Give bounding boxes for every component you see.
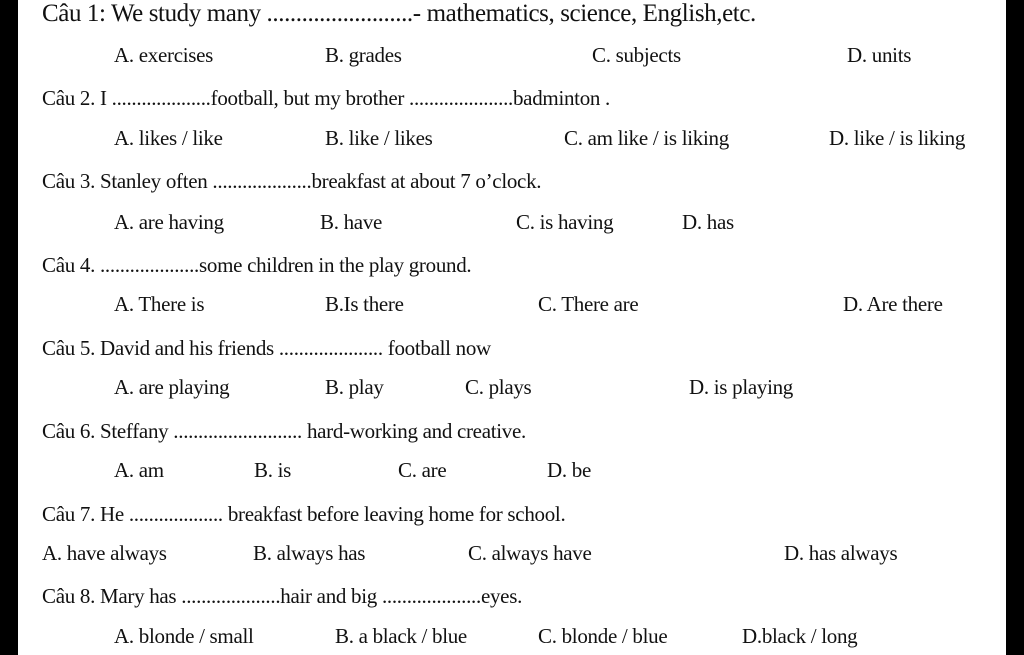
option-b: B. is [254, 458, 292, 482]
stem-text: Câu 6. Steffany [42, 419, 174, 443]
question-2-stem [42, 86, 610, 111]
option-d: D. be [547, 458, 591, 482]
stem-text: Câu 2. I [42, 86, 112, 110]
option-b: B. always has [253, 541, 366, 565]
stem-text: some children in the play ground. [199, 253, 472, 277]
option-d: D. units [847, 43, 912, 67]
blank: .......................... [173, 419, 302, 443]
option-d: D. has [682, 210, 734, 234]
blank: .................... [212, 169, 312, 193]
blank: .................... [381, 584, 481, 608]
question-8-stem [42, 584, 522, 609]
stem-text: Câu 5. David and his friends [42, 336, 279, 360]
stem-text: Câu 8. Mary has [42, 584, 182, 608]
stem-text: Câu 7. He [42, 502, 129, 526]
option-a: A. have always [42, 541, 167, 565]
option-a: A. are having [114, 210, 224, 234]
option-b: B. like / likes [325, 126, 433, 150]
option-b: B. a black / blue [335, 624, 467, 648]
stem-text: Câu 3. Stanley often [42, 169, 213, 193]
option-a: A. blonde / small [114, 624, 254, 648]
stem-text: football now [382, 336, 491, 360]
option-b: B. grades [325, 43, 402, 67]
stem-text: Câu 1: We study many [42, 0, 267, 27]
blank: ..................... [278, 336, 383, 360]
option-b: B. play [325, 375, 384, 399]
option-c: C. am like / is liking [564, 126, 729, 150]
option-d: D. is playing [689, 375, 794, 399]
option-b: B. have [320, 210, 383, 234]
option-a: A. There is [114, 292, 205, 316]
stem-text: Câu 4. [42, 253, 100, 277]
question-4-stem [42, 253, 471, 278]
option-c: C. blonde / blue [538, 624, 668, 648]
option-c: C. plays [465, 375, 532, 399]
option-d: D. Are there [843, 292, 943, 316]
option-a: A. am [114, 458, 164, 482]
stem-text: - mathematics, science, English,etc. [412, 0, 756, 27]
stem-text: badminton . [512, 86, 611, 110]
blank: ..................... [409, 86, 513, 110]
option-c: C. always have [468, 541, 592, 565]
option-d: D.black / long [742, 624, 858, 648]
blank: ................... [128, 502, 223, 526]
option-b: B.Is there [325, 292, 404, 316]
option-c: C. is having [516, 210, 614, 234]
question-6-stem [42, 419, 526, 444]
option-d: D. has always [784, 541, 898, 565]
option-a: A. likes / like [114, 126, 223, 150]
option-c: C. subjects [592, 43, 681, 67]
stem-text: breakfast before leaving home for school. [222, 502, 566, 526]
question-1-stem [42, 0, 756, 28]
question-5-stem [42, 336, 491, 361]
option-a: A. are playing [114, 375, 230, 399]
option-a: A. exercises [114, 43, 214, 67]
blank: ......................... [266, 0, 413, 27]
worksheet [18, 0, 1006, 655]
stem-text: breakfast at about 7 o’clock. [311, 169, 542, 193]
stem-text: football, but my brother [210, 86, 410, 110]
option-d: D. like / is liking [829, 126, 966, 150]
stem-text: hair and big [280, 584, 382, 608]
blank: .................... [99, 253, 199, 277]
stem-text: hard-working and creative. [302, 419, 526, 443]
option-c: C. There are [538, 292, 639, 316]
blank: .................... [111, 86, 211, 110]
stem-text: eyes. [480, 584, 523, 608]
blank: .................... [181, 584, 281, 608]
option-c: C. are [398, 458, 447, 482]
question-7-stem [42, 502, 565, 527]
question-3-stem [42, 169, 541, 194]
